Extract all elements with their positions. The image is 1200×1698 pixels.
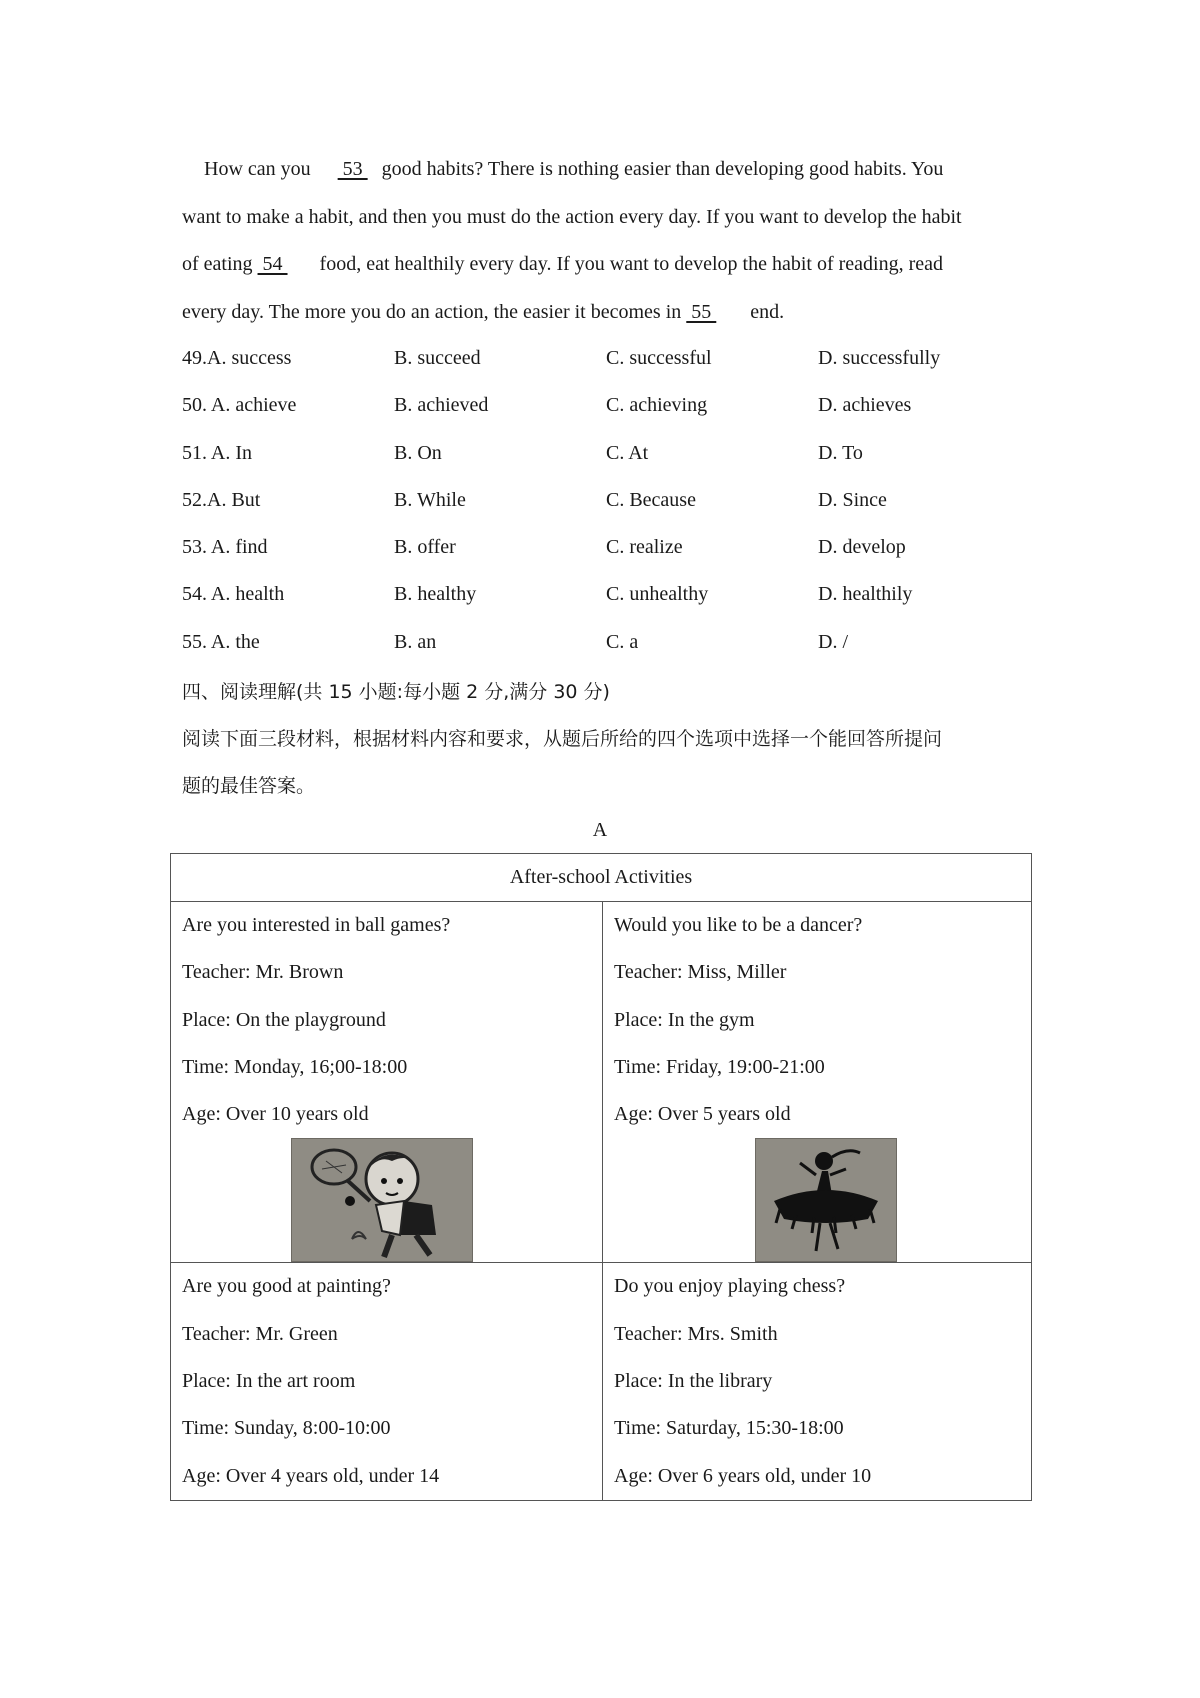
option-c: C. Because [606, 488, 696, 511]
cloze-text: end. [750, 300, 785, 323]
blank-54: 54 [257, 253, 288, 275]
option-row [182, 619, 1022, 666]
option-b: B. offer [394, 536, 456, 559]
section-title: 四、阅读理解(共 15 小题:每小题 2 分,满分 30 分) [182, 681, 610, 703]
option-a: 54. A. health [182, 583, 285, 606]
answer-options [182, 335, 1022, 666]
option-d: D. achieves [818, 394, 912, 417]
option-d: D. develop [818, 536, 906, 559]
option-row [182, 335, 1022, 382]
activity-time: Time: Sunday, 8:00-10:00 [182, 1417, 391, 1440]
option-d: D. / [818, 630, 848, 653]
activity-place: Place: In the gym [614, 1008, 755, 1031]
activity-teacher: Teacher: Mr. Brown [182, 961, 344, 984]
activity-age: Age: Over 6 years old, under 10 [614, 1464, 872, 1487]
activity-age: Age: Over 10 years old [182, 1103, 369, 1126]
cloze-text: food, eat healthily every day. If you want to develop the habit of reading, read [319, 253, 944, 275]
option-row [182, 382, 1022, 429]
cloze-text: every day. The more you do an action, the easier it becomes in [182, 300, 687, 323]
option-c: C. successful [606, 347, 712, 369]
option-a: 49.A. success [182, 347, 292, 369]
option-c: C. unhealthy [606, 583, 709, 606]
option-d: D. healthily [818, 583, 913, 606]
cloze-line-2: want to make a habit, and then you must do the action every day. If you want to develop the habit [182, 205, 962, 228]
activity-teacher: Teacher: Mr. Green [182, 1322, 338, 1345]
activity-cell-dance [603, 902, 1032, 1263]
cloze-text: good habits? There is nothing easier than developing good habits. You [381, 158, 944, 180]
activity-cell-ball-games [171, 902, 603, 1263]
blank-55: 55 [686, 300, 717, 323]
cloze-line-4 [182, 289, 1022, 337]
option-c: C. At [606, 441, 649, 464]
activity-question: Are you good at painting? [182, 1275, 391, 1298]
option-b: B. On [394, 441, 442, 464]
option-b: B. succeed [394, 347, 481, 369]
instruction-line-1: 阅读下面三段材料，根据材料内容和要求，从题后所给的四个选项中选择一个能回答所提问 [182, 728, 943, 750]
option-c: C. achieving [606, 394, 708, 417]
activity-teacher: Teacher: Miss, Miller [614, 961, 787, 984]
activity-time: Time: Monday, 16;00-18:00 [182, 1055, 408, 1078]
option-a: 55. A. the [182, 630, 260, 653]
cloze-text: of eating [182, 253, 258, 275]
activity-time: Time: Saturday, 15:30-18:00 [614, 1417, 844, 1440]
activity-age: Age: Over 5 years old [614, 1103, 791, 1126]
option-b: B. achieved [394, 394, 489, 417]
activity-cell-painting [171, 1263, 603, 1500]
cloze-text: How can you [204, 158, 316, 180]
passage-letter: A [592, 819, 608, 841]
option-c: C. realize [606, 536, 683, 559]
option-a: 51. A. In [182, 441, 252, 464]
activity-question: Are you interested in ball games? [182, 914, 451, 936]
cloze-paragraph [182, 146, 1022, 336]
option-row [182, 430, 1022, 477]
activity-place: Place: On the playground [182, 1008, 386, 1031]
option-c: C. a [606, 630, 639, 653]
activity-time: Time: Friday, 19:00-21:00 [614, 1055, 825, 1078]
option-d: D. Since [818, 488, 887, 511]
option-row [182, 477, 1022, 524]
option-a: 53. A. find [182, 536, 268, 559]
ballet-dancer-image [755, 1138, 897, 1262]
activity-cell-chess [603, 1263, 1032, 1500]
activity-age: Age: Over 4 years old, under 14 [182, 1464, 440, 1487]
option-a: 52.A. But [182, 488, 261, 511]
blank-53: 53 [337, 158, 368, 180]
option-b: B. While [394, 488, 466, 511]
activity-question: Do you enjoy playing chess? [614, 1275, 846, 1298]
option-row [182, 571, 1022, 618]
tennis-boy-image [291, 1138, 473, 1262]
activity-question: Would you like to be a dancer? [614, 914, 863, 936]
cloze-line-3 [182, 241, 1022, 289]
activity-place: Place: In the library [614, 1370, 773, 1393]
table-title: After-school Activities [171, 854, 1032, 902]
cloze-line-1 [182, 146, 1022, 194]
option-row [182, 524, 1022, 571]
instruction-line-2: 题的最佳答案。 [182, 775, 316, 797]
activities-table [170, 853, 1032, 1501]
option-b: B. healthy [394, 583, 477, 606]
option-a: 50. A. achieve [182, 394, 297, 417]
option-d: D. To [818, 441, 863, 464]
activity-place: Place: In the art room [182, 1370, 356, 1393]
activity-teacher: Teacher: Mrs. Smith [614, 1322, 778, 1345]
option-d: D. successfully [818, 347, 941, 369]
option-b: B. an [394, 630, 437, 653]
